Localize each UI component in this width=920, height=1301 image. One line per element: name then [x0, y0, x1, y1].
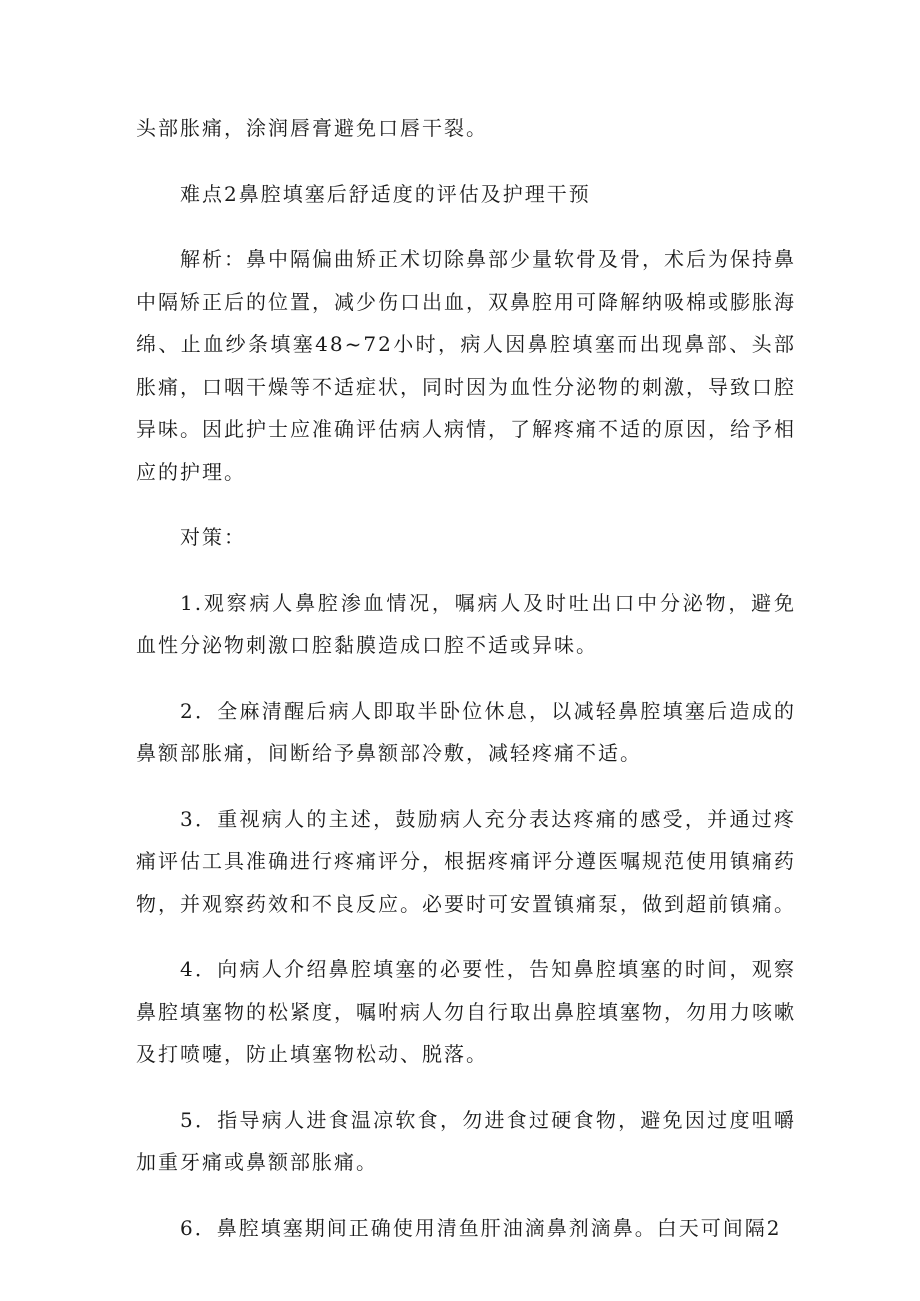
- section-heading: 难点2鼻腔填塞后舒适度的评估及护理干预: [180, 181, 591, 206]
- list-item-1: 1.观察病人鼻腔渗血情况，嘱病人及时吐出口中分泌物，避免血性分泌物刺激口腔黏膜造成口腔不适或异味。: [136, 590, 796, 657]
- list-item-2: 2．全麻清醒后病人即取半卧位休息，以减轻鼻腔填塞后造成的鼻额部胀痛，间断给予鼻额部冷敷，减轻疼痛不适。: [136, 698, 796, 765]
- analysis-paragraph: 解析：鼻中隔偏曲矫正术切除鼻部少量软骨及骨，术后为保持鼻中隔矫正后的位置，减少伤口出血，双鼻腔用可降解纳吸棉或膨胀海绵、止血纱条填塞48~72小时，病人因鼻腔填塞而出现鼻部、头部胀痛，口咽干燥等不适症状，同时因为血性分泌物的刺激，导致口腔异味。因此护士应准确评估病人病情，了解疼痛不适的原因，给予相应的护理。: [136, 247, 796, 484]
- countermeasure-heading: 对策：: [180, 525, 246, 549]
- list-item-3: 3．重视病人的主述，鼓励病人充分表达疼痛的感受，并通过疼痛评估工具准确进行疼痛评分，根据疼痛评分遵医嘱规范使用镇痛药物，并观察药效和不良反应。必要时可安置镇痛泵，做到超前镇痛。: [136, 806, 796, 916]
- text-column: [136, 107, 796, 1249]
- paragraph-continuation: 头部胀痛，涂润唇膏避免口唇干裂。: [136, 116, 488, 140]
- list-item-5: 5．指导病人进食温凉软食，勿进食过硬食物，避免因过度咀嚼加重牙痛或鼻额部胀痛。: [136, 1107, 796, 1174]
- list-item-4: 4．向病人介绍鼻腔填塞的必要性，告知鼻腔填塞的时间，观察鼻腔填塞物的松紧度，嘱咐病人勿自行取出鼻腔填塞物，勿用力咳嗽及打喷嚏，防止填塞物松动、脱落。: [136, 957, 796, 1066]
- list-item-6: 6．鼻腔填塞期间正确使用清鱼肝油滴鼻剂滴鼻。白天可间隔2: [180, 1215, 782, 1240]
